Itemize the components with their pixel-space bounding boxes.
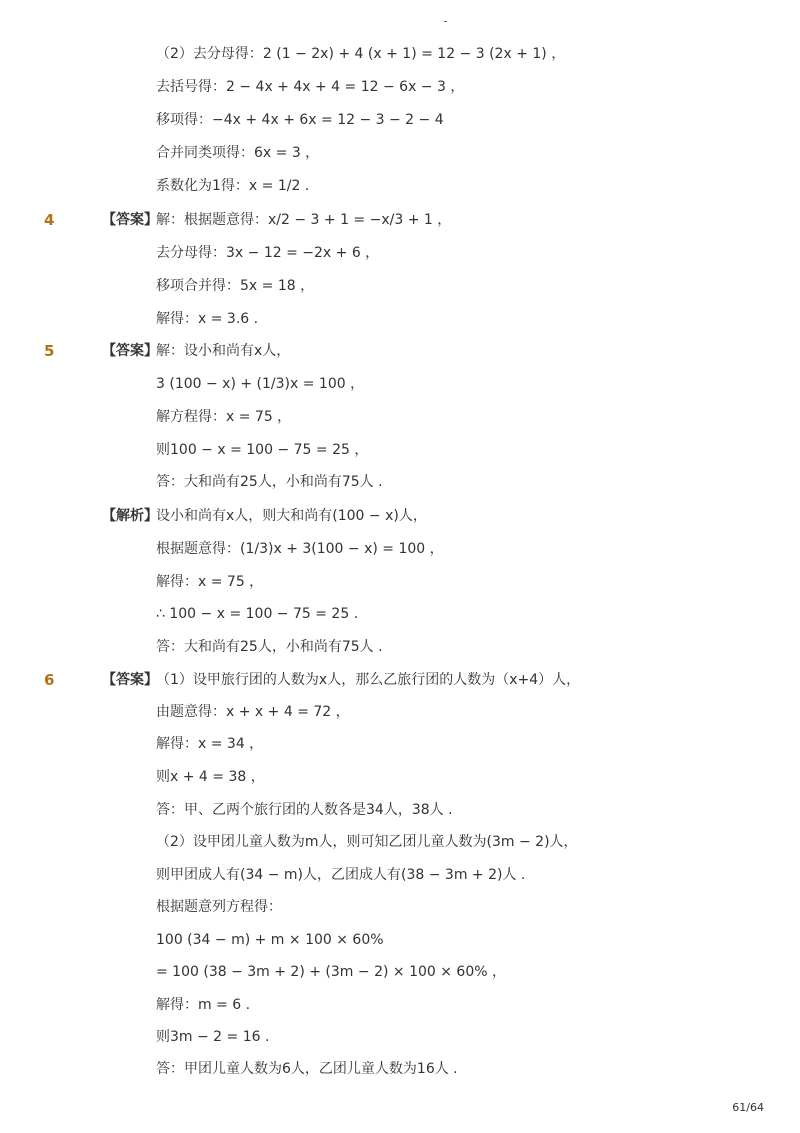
question-number: 6	[44, 671, 55, 689]
text-line: = 100 (38 − 3m + 2) + (3m − 2) × 100 × 60% ，	[156, 964, 506, 980]
text-line: 去括号得：2 − 4x + 4x + 4 = 12 − 6x − 3 ，	[156, 79, 465, 95]
question-5-answer: 5 【答案】 解：设小和尚有x人，	[0, 335, 800, 368]
text-line: （2）设甲团儿童人数为m人，则可知乙团儿童人数为(3m − 2)人，	[156, 834, 578, 850]
text-line: 去分母得：3x − 12 = −2x + 6 ，	[156, 245, 380, 261]
answer-tag: 【答案】	[102, 672, 158, 688]
text-line: ∴ 100 − x = 100 − 75 = 25 .	[156, 606, 359, 622]
text-line: 由题意得：x + x + 4 = 72 ，	[156, 704, 350, 720]
text-line: （2）去分母得：2 (1 − 2x) + 4 (x + 1) = 12 − 3 (2x + 1) ，	[156, 46, 566, 62]
text-line: 则3m − 2 = 16 .	[156, 1029, 270, 1045]
question-5-analysis: 【解析】 设小和尚有x人，则大和尚有(100 − x)人，	[0, 500, 800, 533]
text-line: 根据题意列方程得：	[156, 899, 282, 915]
text-line: 合并同类项得：6x = 3 ，	[156, 145, 320, 161]
text-line: 移项合并得：5x = 18 ，	[156, 278, 315, 294]
text-line: 解得：m = 6 .	[156, 997, 251, 1013]
text-line: 移项得：−4x + 4x + 6x = 12 − 3 − 2 − 4	[156, 112, 444, 128]
text-line: 解方程得：x = 75 ，	[156, 409, 292, 425]
text-line: 解得：x = 34 ，	[156, 736, 264, 752]
text-line: 根据题意得：(1/3)x + 3(100 − x) = 100 ，	[156, 541, 444, 557]
answer-tag: 【答案】	[102, 212, 158, 228]
question-number: 5	[44, 342, 55, 360]
text-line: 则甲团成人有(34 − m)人，乙团成人有(38 − 3m + 2)人 .	[156, 867, 526, 883]
text-line: 解得：x = 75 ，	[156, 574, 264, 590]
text-line: 答：大和尚有25人，小和尚有75人 .	[156, 639, 383, 655]
top-mark	[444, 21, 447, 22]
text-line: 系数化为1得：x = 1/2 .	[156, 178, 310, 194]
text-line: 答：甲、乙两个旅行团的人数各是34人，38人 .	[156, 802, 453, 818]
text-line: 3 (100 − x) + (1/3)x = 100 ，	[156, 376, 365, 392]
text-line: 答：大和尚有25人，小和尚有75人 .	[156, 474, 383, 490]
question-4-answer: 4 【答案】 解：根据题意得：x/2 − 3 + 1 = −x/3 + 1 ，	[0, 200, 800, 240]
text-line: 解得：x = 3.6 .	[156, 311, 259, 327]
analysis-tag: 【解析】	[102, 508, 158, 524]
text-line: 100 (34 − m) + m × 100 × 60%	[156, 932, 384, 948]
page-number: 61/64	[732, 1101, 764, 1114]
text-line: 则x + 4 = 38 ，	[156, 769, 265, 785]
text-line: 答：甲团儿童人数为6人，乙团儿童人数为16人 .	[156, 1061, 458, 1077]
question-6-answer: 6 【答案】 （1）设甲旅行团的人数为x人，那么乙旅行团的人数为（x+4）人，	[0, 664, 800, 697]
answer-tag: 【答案】	[102, 343, 158, 359]
text-line: 则100 − x = 100 − 75 = 25 ，	[156, 442, 369, 458]
question-number: 4	[44, 211, 55, 229]
